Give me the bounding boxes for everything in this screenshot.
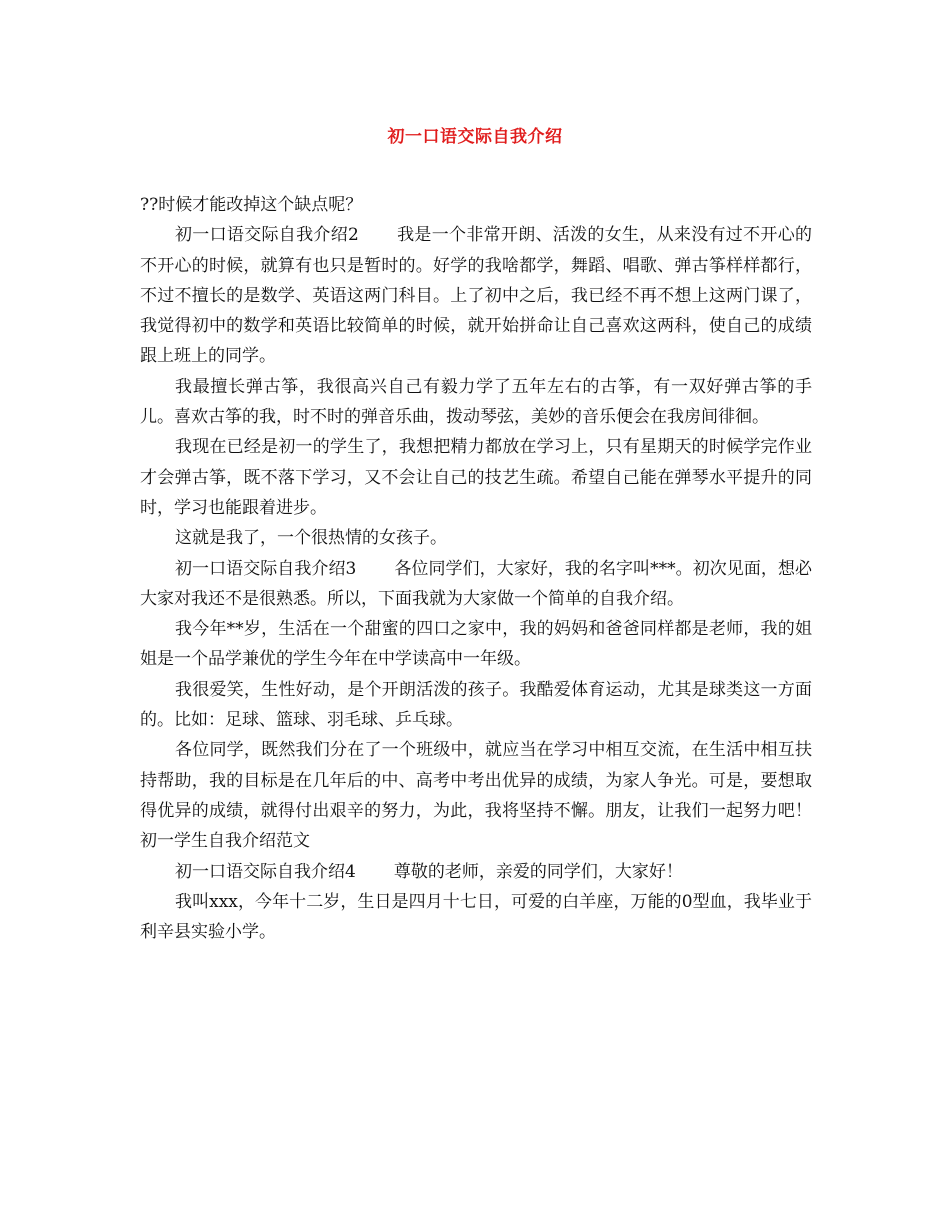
paragraph: 这就是我了，一个很热情的女孩子。 — [175, 528, 447, 549]
paragraph: 各位同学，既然我们分在了一个班级中，就应当在学习中相互交流，在生活中相互扶持帮助，我的目标是在几年后的中、高考中考出优异的成绩，为家人争光。可是，要想取得优异的成绩，就得付出艰辛的努力，为此，我将坚持不懈。朋友，让我们一起努力吧！ 初一学生自我介绍范文 — [140, 740, 812, 852]
paragraph-text: 各位同学们，大家好，我的名字叫***。初次见面，想必大家对我还不是很熟悉。所以，下面我就为大家做一个简单的自我介绍。 — [140, 558, 812, 609]
document-body — [140, 190, 812, 947]
paragraph — [140, 857, 812, 887]
paragraph: 我现在已经是初一的学生了，我想把精力都放在学习上，只有星期天的时候学完作业才会弹古筝，既不落下学习，又不会让自己的技艺生疏。希望自己能在弹琴水平提升的同时，学习也能跟着进步。 — [140, 437, 812, 518]
paragraph — [140, 220, 812, 371]
paragraph — [140, 554, 812, 615]
paragraph: ??时候才能改掉这个缺点呢？ — [140, 195, 363, 215]
paragraph: 我今年**岁，生活在一个甜蜜的四口之家中，我的妈妈和爸爸同样都是老师，我的姐姐是一个品学兼优的学生今年在中学读高中一年级。 — [140, 619, 812, 670]
paragraph-text: 尊敬的老师，亲爱的同学们，大家好！ — [393, 861, 683, 882]
document-title: 初一口语交际自我介绍 — [387, 127, 563, 147]
paragraph: 我叫xxx，今年十二岁，生日是四月十七日，可爱的白羊座，万能的0型血，我毕业于利辛县实验小学。 — [140, 891, 812, 943]
section-heading: 初一口语交际自我介绍2 — [175, 225, 359, 246]
paragraph-text: 我是一个非常开朗、活泼的女生，从来没有过不开心的不开心的时候，就算有也只是暂时的。好学的我啥都学，舞蹈、唱歌、弹古筝样样都行，不过不擅长的是数学、英语这两门科目。上了初中之后，我已经不再不想上这两门课了，我觉得初中的数学和英语比较简单的时候，就开始拼命让自己喜欢这两科，使自己的成绩跟上班上的同学。 — [140, 225, 812, 367]
section-heading: 初一口语交际自我介绍3 — [175, 558, 357, 579]
section-heading: 初一口语交际自我介绍4 — [175, 861, 356, 882]
paragraph: 我最擅长弹古筝，我很高兴自己有毅力学了五年左右的古筝，有一双好弹古筝的手儿。喜欢古筝的我，时不时的弹音乐曲，拨动琴弦，美妙的音乐便会在我房间徘徊。 — [140, 376, 812, 428]
paragraph: 我很爱笑，生性好动，是个开朗活泼的孩子。我酷爱体育运动，尤其是球类这一方面的。比如：足球、篮球、羽毛球、乒乓球。 — [140, 679, 812, 731]
